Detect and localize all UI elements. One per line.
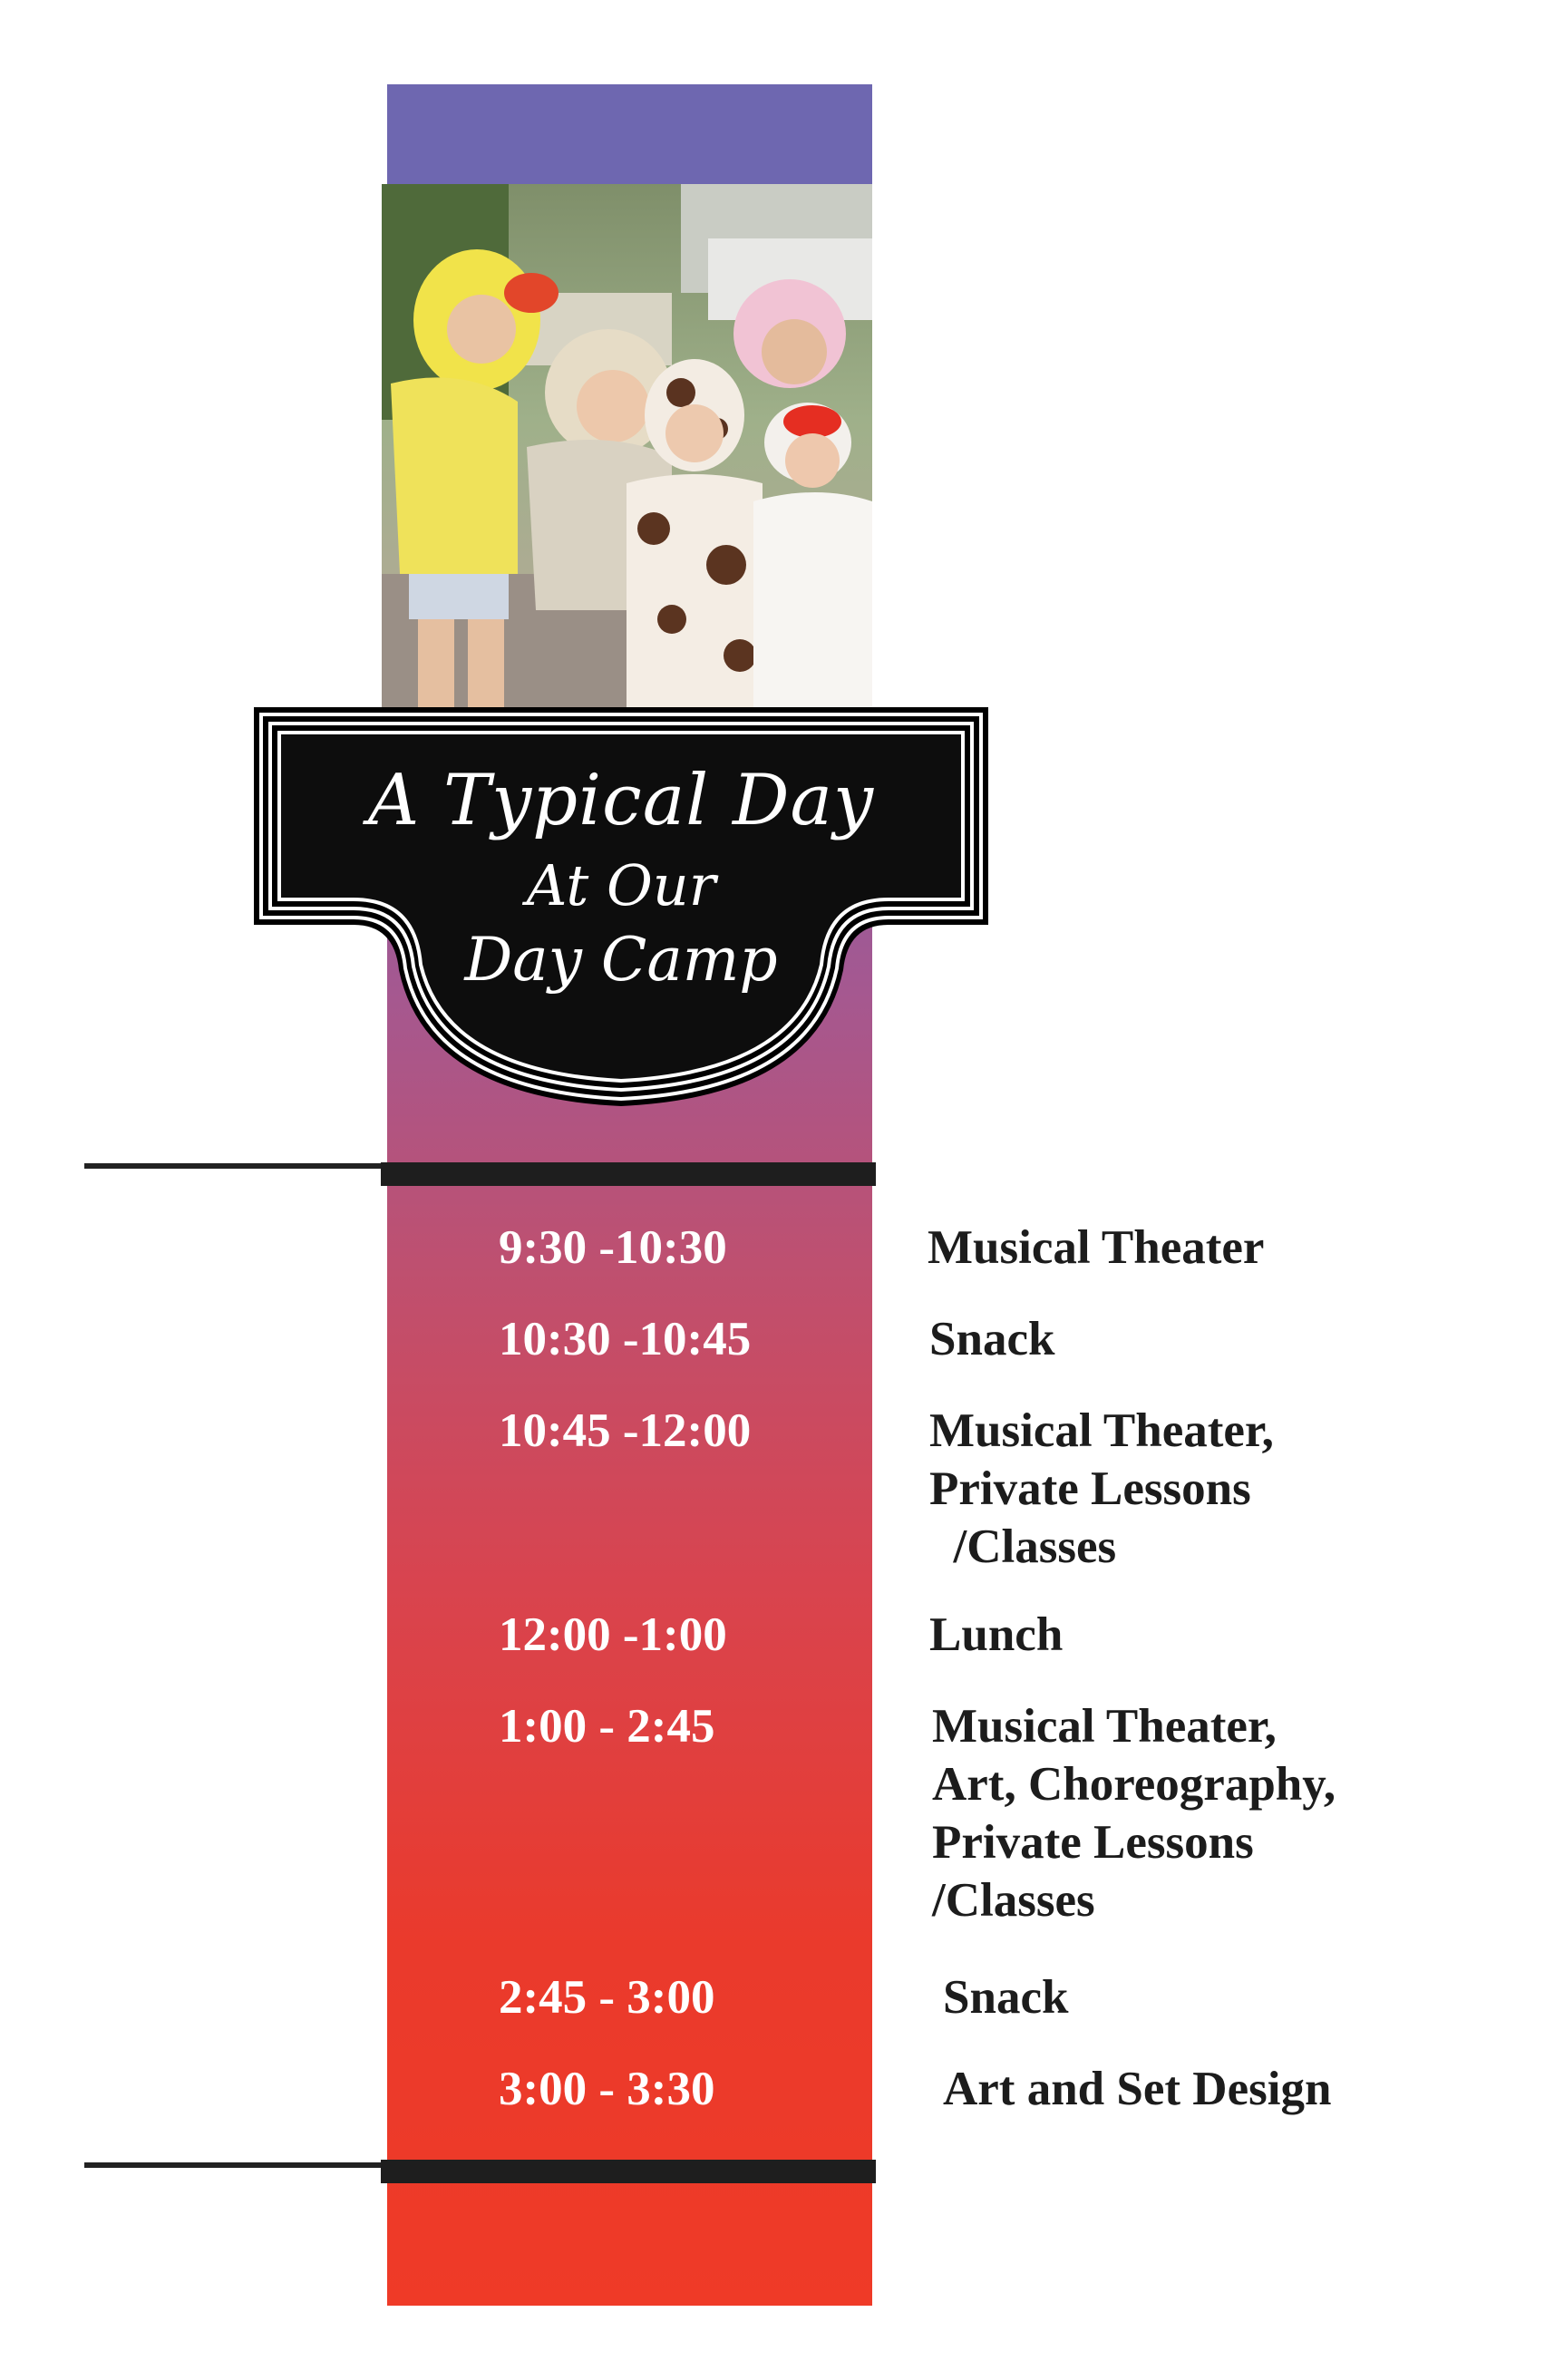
title-line-2: At Our <box>526 852 716 918</box>
schedule-activity: Art and Set Design <box>943 2063 1332 2115</box>
title-sign <box>254 707 988 1106</box>
schedule-time: 10:45 -12:00 <box>499 1404 752 1457</box>
schedule-activity: Snack <box>943 1971 1069 2024</box>
top-rule-left <box>84 1163 393 1169</box>
top-rule-bar <box>381 1162 876 1186</box>
schedule-activity: Musical Theater <box>928 1221 1265 1274</box>
schedule-time: 12:00 -1:00 <box>499 1608 727 1661</box>
bottom-rule-left <box>84 2162 393 2168</box>
schedule-time: 2:45 - 3:00 <box>499 1971 715 2024</box>
title-line-1: A Typical Day <box>367 760 875 841</box>
schedule-time: 3:00 - 3:30 <box>499 2063 715 2115</box>
children-in-animal-costumes-photo <box>382 184 872 707</box>
schedule-activity: Snack <box>929 1313 1055 1365</box>
schedule-activity: Musical Theater, Art, Choreography, Private Lessons /Classes <box>932 1700 1336 1927</box>
title-line-3: Day Camp <box>464 925 778 995</box>
schedule-time: 10:30 -10:45 <box>499 1313 752 1365</box>
schedule-time: 9:30 -10:30 <box>499 1221 727 1274</box>
schedule-activity: Musical Theater, Private Lessons /Classes <box>929 1404 1274 1573</box>
bottom-rule-bar <box>381 2160 876 2183</box>
schedule-time: 1:00 - 2:45 <box>499 1700 715 1753</box>
schedule-activity: Lunch <box>929 1608 1064 1661</box>
